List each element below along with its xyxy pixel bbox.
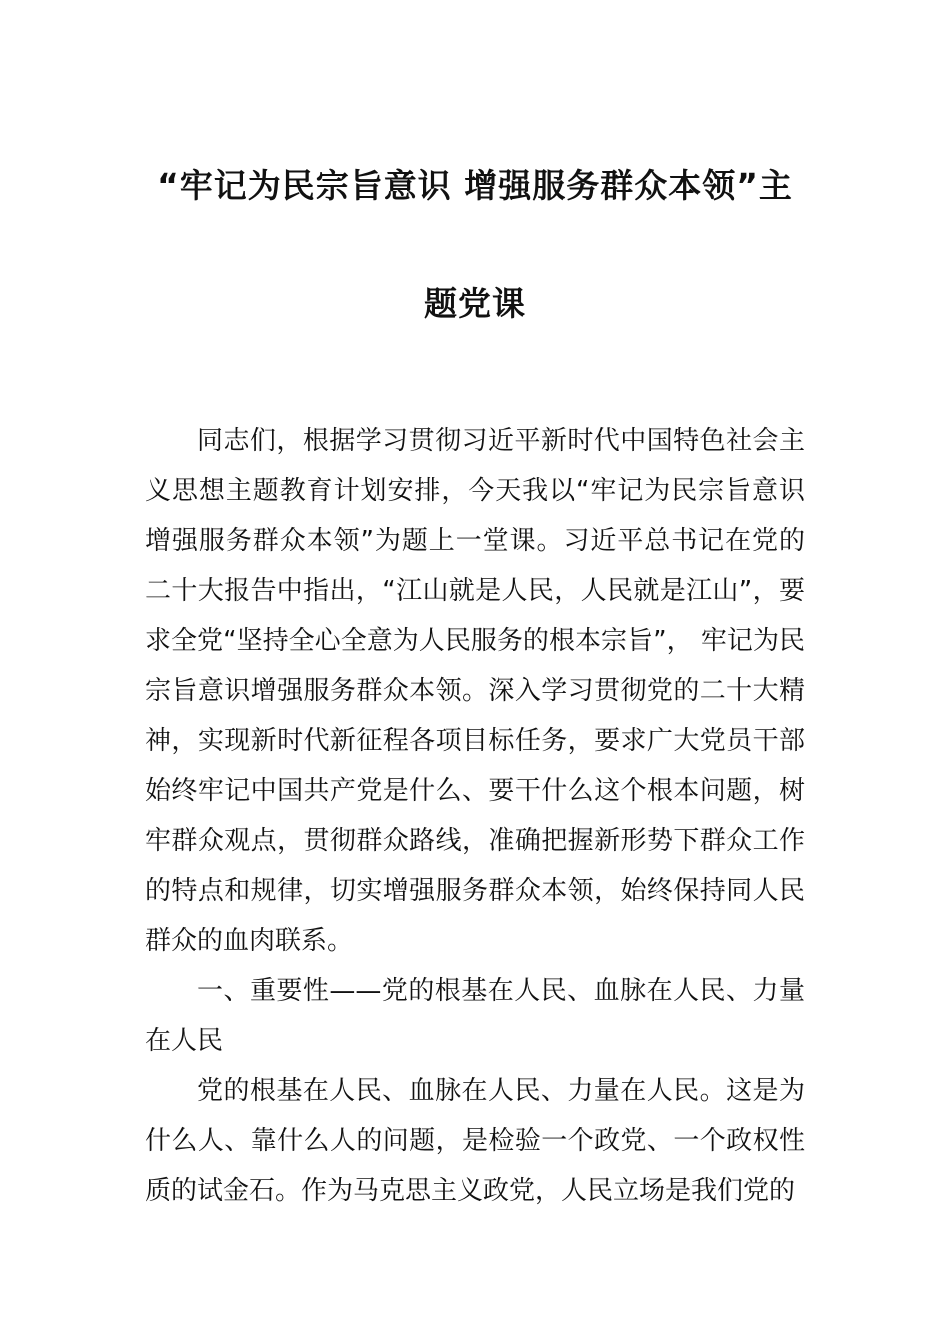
body-paragraph-section-1: 党的根基在人民、血脉在人民、力量在人民。这是为什么人、靠什么人的问题，是检验一个政党、一个政权性质的试金石。作为马克思主义政党，人民立场是我们党的 <box>145 1076 805 1206</box>
body-paragraph-intro: 同志们，根据学习贯彻习近平新时代中国特色社会主义思想主题教育计划安排，今天我以“牢记为民宗旨意识 增强服务群众本领”为题上一堂课。习近平总书记在党的二十大报告中指出，“江山就是人民，人民就是江山”，要求全党“坚持全心全意为人民服务的根本宗旨”， 牢记为民宗旨意识增强服务群众本领。深入学习贯彻党的二十大精神，实现新时代新征程各项目标任务，要求广大党员干部始终牢记中国共产党是什么、要干什么这个根本问题，树牢群众观点，贯彻群众路线，准确把握新形势下群众工作的特点和规律，切实增强服务群众本领，始终保持同人民群众的血肉联系。 <box>145 426 805 956</box>
section-heading-1: 一、重要性——党的根基在人民、血脉在人民、力量在人民 <box>145 976 805 1056</box>
document-body <box>145 416 805 1216</box>
document-title-line-1: “牢记为民宗旨意识 增强服务群众本领”主 <box>157 166 793 205</box>
document-title-line-2: 题党课 <box>424 284 526 323</box>
